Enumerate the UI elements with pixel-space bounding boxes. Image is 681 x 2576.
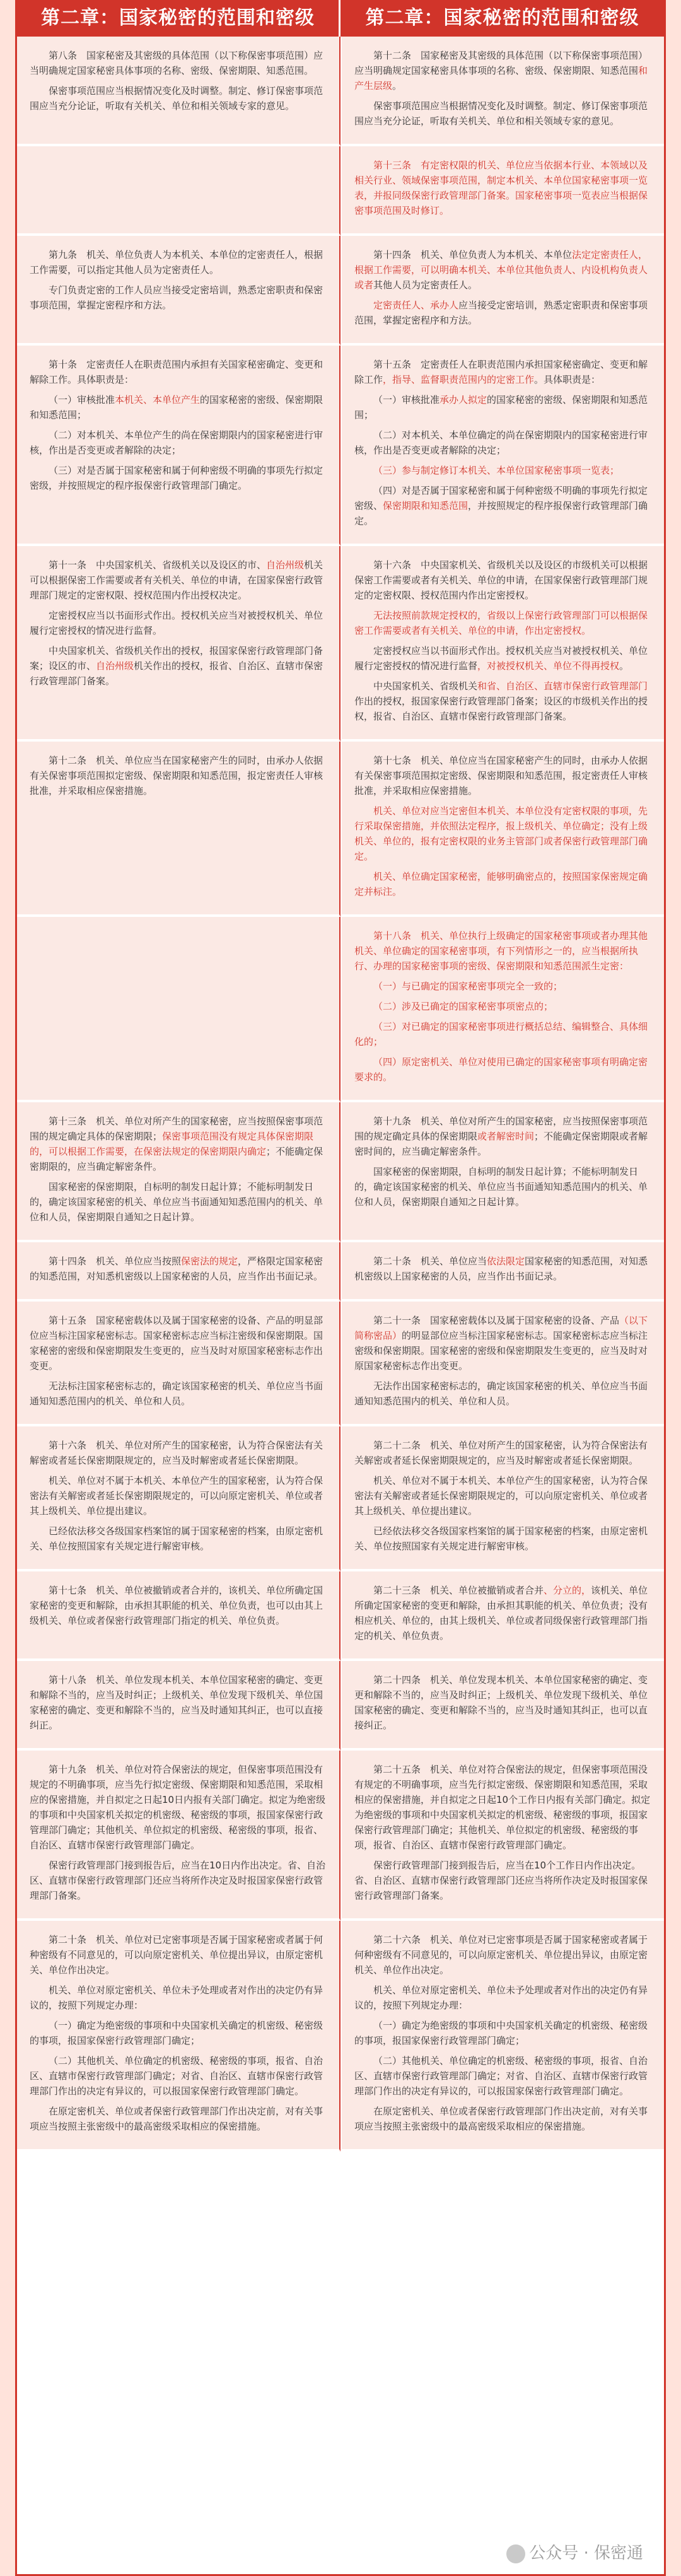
article-paragraph: 第二十二条 机关、单位对所产生的国家秘密，认为符合保密法有关解密或者延长保密期限规定的，应当及时解密或者延长保密期限。 [354,1440,648,1466]
article-paragraph: 保密行政管理部门接到报告后，应当在10日内作出决定。省、自治区、直辖市保密行政管理部门还应当将所作决定及时报国家保密行政管理部门备案。 [30,1860,326,1901]
new-law-cell [340,1571,664,1661]
new-law-cell [340,1921,664,2152]
article-paragraph: 中央国家机关、省级机关和省、自治区、直辖市保密行政管理部门作出的授权，报国家保密行政管理部门备案；设区的市级机关作出的授权，报省、自治区、直辖市保密行政管理部门备案。 [354,680,648,722]
new-law-cell [340,1661,664,1751]
article-paragraph: （二）涉及已确定的国家秘密事项密点的； [373,1001,554,1012]
article-paragraph: 第二十三条 机关、单位被撤销或者合并、分立的，该机关、单位所确定国家秘密的变更和解除，由承担其职能的机关、单位负责；没有相应机关、单位的，由其上级机关、单位或者同级保密行政管理部门指定的机关、单位负责。 [354,1585,648,1641]
old-law-cell [17,546,340,742]
article-paragraph: 保密事项范围应当根据情况变化及时调整。制定、修订保密事项范围应当充分论证，听取有关机关、单位和相关领域专家的意见。 [30,85,323,112]
article-paragraph: 第十四条 机关、单位应当按照保密法的规定，严格限定国家秘密的知悉范围，对知悉机密级以上国家秘密的人员，应当作出书面记录。 [30,1256,323,1282]
article-paragraph: 第十条 定密责任人在职责范围内承担有关国家秘密确定、变更和解除工作。具体职责是： [30,359,323,385]
new-law-cell [340,1302,664,1426]
revised-text: 保密事项范围没有规定具体保密期限的，可以根据工作需要，在保密法规定的保密期限内确定 [30,1131,314,1157]
article-paragraph: （二）对本机关、本单位产生的尚在保密期限内的国家秘密进行审核，作出是否变更或者解除的决定； [30,429,323,456]
new-law-cell [340,146,664,236]
article-paragraph: （一）审核批准承办人拟定的国家秘密的密级、保密期限和知悉范围； [354,394,648,421]
old-law-cell [17,1661,340,1751]
old-law-cell [17,1571,340,1661]
article-paragraph: （二）其他机关、单位确定的机密级、秘密级的事项，报省、自治区、直辖市保密行政管理部门确定；对省、自治区、直辖市保密行政管理部门作出的决定有异议的，可以报国家保密行政管理部门确定。 [30,2055,323,2097]
article-paragraph: 第十二条 国家秘密及其密级的具体范围（以下称保密事项范围）应当明确规定国家秘密具体事项的名称、密级、保密期限、知悉范围和产生层级。 [354,50,648,91]
article-paragraph: （三）对已确定的国家秘密事项进行概括总结、编辑整合、具体细化的； [354,1021,648,1047]
article-paragraph: 机关、单位确定国家秘密，能够明确密点的，按照国家保密规定确定并标注。 [354,871,648,897]
watermark-text: 公众号 · 保密通 [529,2544,643,2563]
revised-text: 或者解密时间 [477,1131,535,1142]
old-law-cell [17,346,340,546]
article-paragraph: 第十九条 机关、单位对符合保密法的规定，但保密事项范围没有规定的不明确事项，应当先行拟定密级、保密期限和知悉范围，采取相应的保密措施，并自拟定之日起10日内报有关部门确定。拟定为绝密级的事项和中央国家机关拟定的机密级、秘密级的事项，报国家保密行政管理部门确定；其他机关、单位拟定的机密级、秘密级的事项，报省、自治区、直辖市保密行政管理部门确定。 [30,1764,326,1851]
old-law-cell [17,1426,340,1571]
new-law-cell [340,742,664,917]
article-paragraph: 定密授权应当以书面形式作出。授权机关应当对被授权机关、单位履行定密授权的情况进行监督。 [30,610,323,636]
new-law-cell [340,1751,664,1921]
revised-text: 定密责任人、承办人 [373,300,459,311]
article-paragraph: 第二十条 机关、单位应当依法限定国家秘密的知悉范围，对知悉机密级以上国家秘密的人员，应当作出书面记录。 [354,1256,648,1282]
article-paragraph: 第十八条 机关、单位发现本机关、本单位国家秘密的确定、变更和解除不当的，应当及时纠正；上级机关、单位发现下级机关、单位国家秘密的确定、变更和解除不当的，应当及时通知其纠正，也可以直接纠正。 [30,1674,323,1731]
article-paragraph: （一）审核批准本机关、本单位产生的国家秘密的密级、保密期限和知悉范围； [30,394,323,421]
new-law-cell [340,917,664,1102]
old-law-cell [17,146,340,236]
old-law-cell [17,742,340,917]
old-law-cell [17,1921,340,2152]
article-paragraph: 第十八条 机关、单位执行上级确定的国家秘密事项或者办理其他机关、单位确定的国家秘密事项，有下列情形之一的，应当根据所执行、办理的国家秘密事项的密级、保密期限和知悉范围派生定密： [354,930,648,972]
article-paragraph: 第十六条 中央国家机关、省级机关以及设区的市级机关可以根据保密工作需要或者有关机关、单位的申请，在国家保密行政管理部门规定的定密权限、授权范围内作出定密授权。 [354,559,648,601]
article-paragraph: 第十六条 机关、单位对所产生的国家秘密，认为符合保密法有关解密或者延长保密期限规定的，应当及时解密或者延长保密期限。 [30,1440,323,1466]
article-paragraph: 机关、单位对应当定密但本机关、本单位没有定密权限的事项，先行采取保密措施，并依照法定程序，报上级机关、单位确定；没有上级机关、单位的，报有定密权限的业务主管部门或者保密行政管理部门确定。 [354,805,648,862]
article-paragraph: 无法标注国家秘密标志的，确定该国家秘密的机关、单位应当书面通知知悉范围内的机关、单位和人员。 [30,1380,323,1407]
revised-text: 自治州级 [266,559,305,571]
article-paragraph: 第二十四条 机关、单位发现本机关、本单位国家秘密的确定、变更和解除不当的，应当及时纠正；上级机关、单位发现下级机关、单位国家秘密的确定、变更和解除不当的，应当及时通知其纠正，也可以直接纠正。 [354,1674,648,1731]
left-column-title: 第二章：国家秘密的范围和密级 [17,0,340,37]
revised-text: 保密期限和知悉范围 [383,500,469,511]
article-paragraph: （二）对本机关、本单位确定的尚在保密期限内的国家秘密进行审核，作出是否变更或者解除的决定； [354,429,648,456]
new-law-cell [340,1102,664,1242]
article-paragraph: 在原定密机关、单位或者保密行政管理部门作出决定前，对有关事项应当按照主张密级中的最高密级采取相应的保密措施。 [30,2106,323,2132]
new-law-cell [340,1242,664,1302]
new-law-cell [340,1426,664,1571]
new-law-cell [340,546,664,742]
article-paragraph: 第十九条 机关、单位对所产生的国家秘密，应当按照保密事项范围的规定确定具体的保密期限或者解密时间；不能确定保密期限或者解密时间的，应当确定解密条件。 [354,1116,648,1157]
article-paragraph: 机关、单位对不属于本机关、本单位产生的国家秘密，认为符合保密法有关解密或者延长保密期限规定的，可以向原定密机关、单位或者其上级机关、单位提出建议。 [354,1475,648,1517]
article-paragraph: 无法作出国家秘密标志的，确定该国家秘密的机关、单位应当书面通知知悉范围内的机关、单位和人员。 [354,1380,648,1407]
article-paragraph: 第十二条 机关、单位应当在国家秘密产生的同时，由承办人依据有关保密事项范围拟定密级、保密期限和知悉范围，报定密责任人审核批准，并采取相应保密措施。 [30,755,323,796]
article-paragraph: 国家秘密的保密期限，自标明的制发日起计算；不能标明制发日的，确定该国家秘密的机关、单位应当书面通知知悉范围内的机关、单位和人员，保密期限自通知之日起计算。 [30,1181,323,1223]
new-law-cell [340,346,664,546]
revised-text: 和产生层级 [354,65,648,91]
article-paragraph: （一）与已确定的国家秘密事项完全一致的； [373,981,563,992]
wechat-icon [506,2544,525,2563]
article-paragraph: （四）原定密机关、单位对使用已确定的国家秘密事项有明确定密要求的。 [354,1056,648,1083]
old-law-cell [17,1102,340,1242]
old-law-cell [17,1751,340,1921]
revised-text: 自治州级 [96,660,134,672]
article-paragraph: 第十七条 机关、单位应当在国家秘密产生的同时，由承办人依据有关保密事项范围拟定密级、保密期限和知悉范围，报定密责任人审核批准，并采取相应保密措施。 [354,755,648,796]
comparison-table [15,0,666,2576]
old-law-cell [17,1302,340,1426]
article-paragraph: 无法按照前款规定授权的，省级以上保密行政管理部门可以根据保密工作需要或者有关机关、单位的申请，作出定密授权。 [354,610,648,636]
article-paragraph: （三）对是否属于国家秘密和属于何种密级不明确的事项先行拟定密级，并按照规定的程序报保密行政管理部门确定。 [30,465,323,491]
article-paragraph: 定密责任人、承办人应当接受定密培训，熟悉定密职责和保密事项范围，掌握定密程序和方法。 [354,300,648,326]
article-paragraph: （二）其他机关、单位确定的机密级、秘密级的事项，报省、自治区、直辖市保密行政管理部门确定；对省、自治区、直辖市保密行政管理部门作出的决定有异议的，可以报国家保密行政管理部门确定。 [354,2055,648,2097]
article-paragraph: 第十七条 机关、单位被撤销或者合并的，该机关、单位所确定国家秘密的变更和解除，由承担其职能的机关、单位负责，也可以由其上级机关、单位或者保密行政管理部门指定的机关、单位负责。 [30,1585,323,1626]
article-paragraph: 中央国家机关、省级机关作出的授权，报国家保密行政管理部门备案；设区的市、自治州级机关作出的授权，报省、自治区、直辖市保密行政管理部门备案。 [30,645,323,687]
article-paragraph: 已经依法移交各级国家档案馆的属于国家秘密的档案，由原定密机关、单位按照国家有关规定进行解密审核。 [354,1525,648,1552]
revised-text: ，指导、监督职责范围内的定密工作 [383,374,535,385]
article-paragraph: 第十一条 中央国家机关、省级机关以及设区的市、自治州级机关可以根据保密工作需要或者有关机关、单位的申请，在国家保密行政管理部门规定的定密权限、授权范围内作出授权决定。 [30,559,323,601]
article-paragraph: 机关、单位对原定密机关、单位未予处理或者对作出的决定仍有异议的，按照下列规定办理： [30,1984,323,2011]
revised-text: 、分立的， [544,1585,591,1596]
article-paragraph: 已经依法移交各级国家档案馆的属于国家秘密的档案，由原定密机关、单位按照国家有关规定进行解密审核。 [30,1525,323,1552]
article-paragraph: 第八条 国家秘密及其密级的具体范围（以下称保密事项范围）应当明确规定国家秘密具体事项的名称、密级、保密期限、知悉范围。 [30,50,323,76]
article-paragraph: 保密行政管理部门接到报告后，应当在10个工作日内作出决定。省、自治区、直辖市保密行政管理部门还应当将所作决定及时报国家保密行政管理部门备案。 [354,1860,648,1901]
article-paragraph: 第九条 机关、单位负责人为本机关、本单位的定密责任人，根据工作需要，可以指定其他人员为定密责任人。 [30,249,323,276]
old-law-cell [17,37,340,146]
revised-text: 保密法的规定 [181,1256,238,1267]
article-paragraph: 专门负责定密的工作人员应当接受定密培训，熟悉定密职责和保密事项范围，掌握定密程序和方法。 [30,284,323,311]
article-paragraph: 第十五条 国家秘密载体以及属于国家秘密的设备、产品的明显部位应当标注国家秘密标志。国家秘密标志应当标注密级和保密期限。国家秘密的密级和保密期限发生变更的，应当及时对原国家秘密标志作出变更。 [30,1315,323,1372]
article-paragraph: （三）参与制定修订本机关、本单位国家秘密事项一览表； [373,465,620,476]
article-paragraph: 第二十条 机关、单位对已定密事项是否属于国家秘密或者属于何种密级有不同意见的，可以向原定密机关、单位提出异议，由原定密机关、单位作出决定。 [30,1934,323,1976]
article-paragraph: 机关、单位对原定密机关、单位未予处理或者对作出的决定仍有异议的，按照下列规定办理： [354,1984,648,2011]
revised-text: 依法限定 [487,1256,525,1267]
article-paragraph: 第十三条 机关、单位对所产生的国家秘密，应当按照保密事项范围的规定确定具体的保密期限；保密事项范围没有规定具体保密期限的，可以根据工作需要，在保密法规定的保密期限内确定；不能确定保密期限的，应当确定解密条件。 [30,1116,323,1172]
article-paragraph: 第十五条 定密责任人在职责范围内承担国家秘密确定、变更和解除工作，指导、监督职责范围内的定密工作。具体职责是： [354,359,648,385]
revised-text: ，对被授权机关、单位不得再授权 [477,660,620,672]
article-paragraph: 保密事项范围应当根据情况变化及时调整。制定、修订保密事项范围应当充分论证，听取有关机关、单位和相关领域专家的意见。 [354,100,648,127]
article-paragraph: 第二十一条 国家秘密载体以及属于国家秘密的设备、产品（以下简称密品）的明显部位应当标注国家秘密标志。国家秘密标志应当标注密级和保密期限。国家秘密的密级和保密期限发生变更的，应当及时对原国家秘密标志作出变更。 [354,1315,648,1372]
revised-text: 和省、自治区、直辖市保密行政管理部门 [477,680,648,692]
article-paragraph: （一）确定为绝密级的事项和中央国家机关确定的机密级、秘密级的事项，报国家保密行政管理部门确定； [30,2020,323,2046]
article-paragraph: 第二十六条 机关、单位对已定密事项是否属于国家秘密或者属于何种密级有不同意见的，可以向原定密机关、单位提出异议，由原定密机关、单位作出决定。 [354,1934,648,1976]
article-paragraph: （四）对是否属于国家秘密和属于何种密级不明确的事项先行拟定密级、保密期限和知悉范围，并按照规定的程序报保密行政管理部门确定。 [354,485,648,527]
article-paragraph: （一）确定为绝密级的事项和中央国家机关确定的机密级、秘密级的事项，报国家保密行政管理部门确定； [354,2020,648,2046]
article-paragraph: 机关、单位对不属于本机关、本单位产生的国家秘密，认为符合保密法有关解密或者延长保密期限规定的，可以向原定密机关、单位或者其上级机关、单位提出建议。 [30,1475,323,1517]
new-law-cell [340,37,664,146]
article-paragraph: 定密授权应当以书面形式作出。授权机关应当对被授权机关、单位履行定密授权的情况进行监督，对被授权机关、单位不得再授权。 [354,645,648,672]
article-paragraph: 第十三条 有定密权限的机关、单位应当依据本行业、本领域以及相关行业、领域保密事项范围，制定本机关、本单位国家秘密事项一览表，并报同级保密行政管理部门备案。国家秘密事项一览表应当根据保密事项范围及时修订。 [354,160,648,216]
article-paragraph: 第二十五条 机关、单位对符合保密法的规定，但保密事项范围没有规定的不明确事项，应当先行拟定密级、保密期限和知悉范围，采取相应的保密措施，并自拟定之日起10个工作日内报有关部门确定。拟定为绝密级的事项和中央国家机关拟定的机密级、秘密级的事项，报国家保密行政管理部门确定；其他机关、单位拟定的机密级、秘密级的事项，报省、自治区、直辖市保密行政管理部门确定。 [354,1764,651,1851]
old-law-cell [17,1242,340,1302]
old-law-cell [17,236,340,346]
revised-text: （以下简称密品） [354,1315,648,1341]
article-paragraph: 第十四条 机关、单位负责人为本机关、本单位法定定密责任人，根据工作需要，可以明确本机关、本单位其他负责人、内设机构负责人或者其他人员为定密责任人。 [354,249,648,291]
article-paragraph: 国家秘密的保密期限，自标明的制发日起计算；不能标明制发日的，确定该国家秘密的机关、单位应当书面通知知悉范围内的机关、单位和人员，保密期限自通知之日起计算。 [354,1166,648,1208]
revised-text: 法定定密责任人，根据工作需要，可以明确本机关、本单位其他负责人、内设机构负责人或者 [354,249,648,291]
revised-text: 承办人拟定 [439,394,487,405]
watermark [506,2540,643,2563]
new-law-cell [340,236,664,346]
revised-text: 本机关、本单位产生 [115,394,201,405]
right-column-title: 第二章：国家秘密的范围和密级 [340,0,664,37]
article-paragraph: 在原定密机关、单位或者保密行政管理部门作出决定前，对有关事项应当按照主张密级中的最高密级采取相应的保密措施。 [354,2106,648,2132]
old-law-cell [17,917,340,1102]
